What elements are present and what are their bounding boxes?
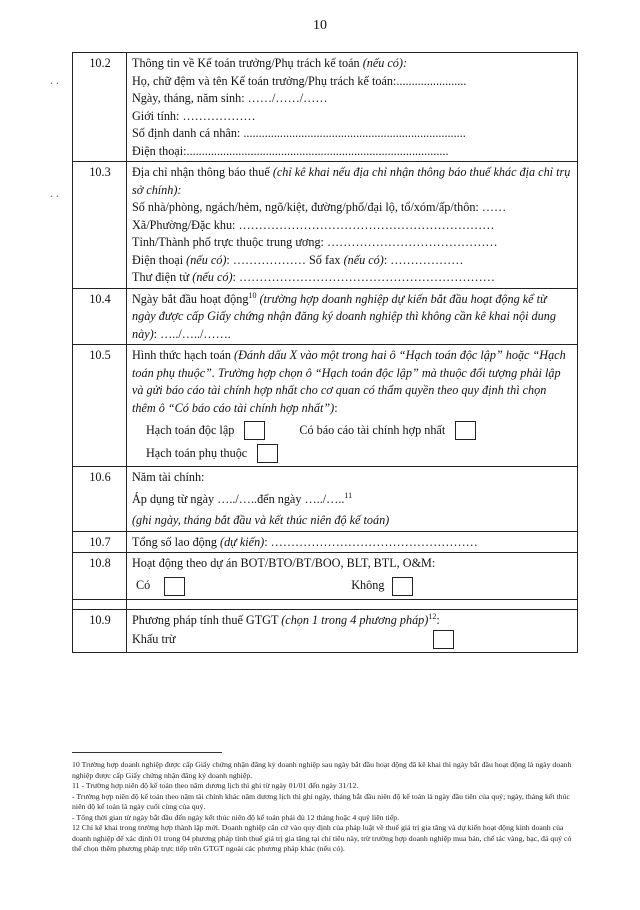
footnote-11: 11 - Trường hợp niên độ kế toán theo năm dương lịch thì ghi từ ngày 01/01 đến ngày 31/12. — [72, 781, 359, 790]
row-content — [127, 53, 578, 162]
row-10-3 — [73, 162, 578, 289]
row-content — [127, 609, 578, 653]
row-10-5 — [73, 345, 578, 467]
accountant-phone-field[interactable]: Điện thoại:...................................................................................... — [132, 143, 449, 158]
margin-mark: . . — [50, 186, 59, 200]
row-number: 10.5 — [73, 345, 127, 467]
fiscal-year-field[interactable]: Áp dụng từ ngày …../…..đến ngày …../….. — [132, 491, 345, 506]
row-title: Hoạt động theo dự án BOT/BTO/BT/BOO, BLT, BTL, O&M: — [132, 556, 436, 570]
colon: : — [334, 400, 338, 415]
margin-mark: . . — [50, 73, 59, 87]
dependent-checkbox[interactable] — [257, 444, 278, 463]
row-title: Hình thức hạch toán — [132, 348, 231, 362]
row-note: (dự kiến) — [220, 534, 265, 549]
street-field[interactable]: Số nhà/phòng, ngách/hẻm, ngõ/kiệt, đường/phố/đại lộ, tổ/xóm/ấp/thôn: …… — [132, 200, 507, 214]
footnote-ref: 10 — [248, 290, 257, 300]
dependent-label: Hạch toán phụ thuộc — [146, 445, 248, 460]
row-note: (ghi ngày, tháng bắt đầu và kết thúc niên độ kế toán) — [132, 513, 390, 527]
consolidated-label: Có báo cáo tài chính hợp nhất — [299, 422, 446, 437]
row-note: (chỉ kê khai nếu địa chỉ nhận thông báo thuế khác địa chỉ trụ sở chính): — [132, 165, 571, 197]
phone-label: Điện thoại — [132, 252, 184, 267]
colon: : — [436, 612, 440, 627]
phone-note: (nếu có) — [186, 252, 227, 267]
no-checkbox[interactable] — [392, 577, 413, 596]
consolidated-checkbox[interactable] — [455, 421, 476, 440]
row-gap — [73, 599, 578, 609]
fax-field[interactable]: : ……………… — [383, 252, 464, 267]
yes-label: Có — [136, 578, 151, 593]
row-title: Phương pháp tính thuế GTGT — [132, 612, 279, 627]
row-title: Tổng số lao động — [132, 534, 217, 549]
registration-form-table — [72, 52, 578, 653]
row-10-6 — [73, 467, 578, 532]
yes-checkbox[interactable] — [164, 577, 185, 596]
row-number: 10.4 — [73, 288, 127, 345]
accountant-gender-field[interactable]: Giới tính: ……………… — [132, 108, 256, 123]
phone-fax-line — [132, 252, 573, 270]
fax-note: (nếu có) — [343, 252, 384, 267]
row-10-9 — [73, 609, 578, 653]
accountant-dob-field[interactable]: Ngày, tháng, năm sinh: ……/……/…… — [132, 91, 328, 105]
row-content — [127, 345, 578, 467]
deduct-checkbox[interactable] — [433, 630, 454, 649]
fax-label: Số fax — [309, 252, 341, 267]
row-10-2 — [73, 53, 578, 162]
accountant-id-field[interactable]: Số định danh cá nhân: ......................................................................... — [132, 126, 466, 140]
independent-label: Hạch toán độc lập — [146, 422, 235, 437]
row-number: 10.3 — [73, 162, 127, 289]
ward-field[interactable]: Xã/Phường/Đặc khu: ……………………………………………………… — [132, 217, 495, 232]
labor-count-field[interactable]: : …………………………………………… — [264, 534, 478, 549]
province-field[interactable]: Tỉnh/Thành phố trực thuộc trung ương: …………………………………… — [132, 235, 498, 249]
row-10-7 — [73, 531, 578, 553]
email-note: (nếu có) — [192, 270, 233, 284]
footnote-11b: - Trường hợp niên độ kế toán theo năm tài chính khác năm dương lịch thì ghi ngày, tháng bắt đầu niên độ kế toán là ngày đầu tiên của quý; ngày, tháng kết thúc niên độ kế toán là ngày cuối cùng của quý. — [72, 791, 570, 811]
row-note: (trường hợp doanh nghiệp dự kiến bắt đầu hoạt động kể từ ngày được cấp Giấy chứng nhận đăng ký doanh nghiệp thì không cần kê khai nội dung này) — [132, 291, 556, 341]
row-number: 10.6 — [73, 467, 127, 532]
row-content — [127, 531, 578, 553]
email-label: Thư điện tử — [132, 270, 190, 284]
row-title: Địa chỉ nhận thông báo thuế — [132, 165, 270, 179]
row-title: Năm tài chính: — [132, 470, 205, 484]
footnotes — [72, 760, 580, 855]
row-note: (chọn 1 trong 4 phương pháp) — [281, 612, 429, 627]
row-content — [127, 553, 578, 600]
footnote-12: 12 Chỉ kê khai trong trường hợp thành lập mới. Doanh nghiệp căn cứ vào quy định của pháp luật về thuế giá trị gia tăng và dự kiến hoạt động kinh doanh của doanh nghiệp để xác định 01 trong 04 phương pháp tính thuế giá trị gia tăng tại chỉ tiêu này, trừ trường hợp doanh nghiệp mua bán, chế tác vàng, bạc, đá quý có thể chọn thêm phương pháp trực tiếp trên GTGT ngoài các phương pháp khác (nếu có). — [72, 823, 572, 853]
row-10-8 — [73, 553, 578, 600]
row-number: 10.7 — [73, 531, 127, 553]
row-number: 10.8 — [73, 553, 127, 600]
email-field[interactable]: : ……………………………………………………… — [232, 270, 495, 284]
footnote-10: 10 Trường hợp doanh nghiệp được cấp Giấy chứng nhận đăng ký doanh nghiệp sau ngày bắt đầu hoạt động đã kê khai thì ngày bắt đầu hoạt động là ngày doanh nghiệp được cấp Giấy chứng nhận đăng ký doanh nghiệp. — [72, 760, 572, 780]
row-10-4 — [73, 288, 578, 345]
no-label: Không — [351, 578, 385, 593]
row-title: Thông tin về Kế toán trưởng/Phụ trách kế toán — [132, 56, 360, 70]
row-note: (Đánh dấu X vào một trong hai ô “Hạch toán độc lập” hoặc “Hạch toán phụ thuộc”. Trường hợp chọn ô “Hạch toán độc lập” mà thuộc đối tượng phải lập và gửi báo cáo tài chính hợp nhất cho cơ quan có thẩm quyền theo quy định thì chọn thêm ô “Có báo cáo tài chính hợp nhất”) — [132, 348, 566, 415]
footnote-ref: 12 — [428, 611, 437, 621]
phone-field[interactable]: : ……………… — [226, 252, 310, 267]
row-content — [127, 467, 578, 532]
start-date-field[interactable]: : …../…../……. — [153, 326, 231, 341]
row-note: (nếu có): — [362, 56, 408, 70]
row-title: Ngày bắt đầu hoạt động — [132, 291, 249, 306]
row-number: 10.9 — [73, 609, 127, 653]
footnote-11c: - Tổng thời gian từ ngày bắt đầu đến ngày kết thúc niên độ kế toán phải đủ 12 tháng hoặc 4 quý liên tiếp. — [72, 812, 400, 822]
footnote-ref: 11 — [344, 490, 353, 500]
row-content — [127, 288, 578, 345]
email-line — [132, 269, 573, 287]
footnote-rule — [72, 752, 222, 753]
independent-checkbox[interactable] — [244, 421, 265, 440]
deduct-label: Khấu trừ — [132, 631, 176, 646]
page-number: 10 — [313, 18, 327, 33]
row-content — [127, 162, 578, 289]
row-number: 10.2 — [73, 53, 127, 162]
accountant-name-field[interactable]: Họ, chữ đệm và tên Kế toán trưởng/Phụ trách kế toán:....................... — [132, 73, 467, 88]
